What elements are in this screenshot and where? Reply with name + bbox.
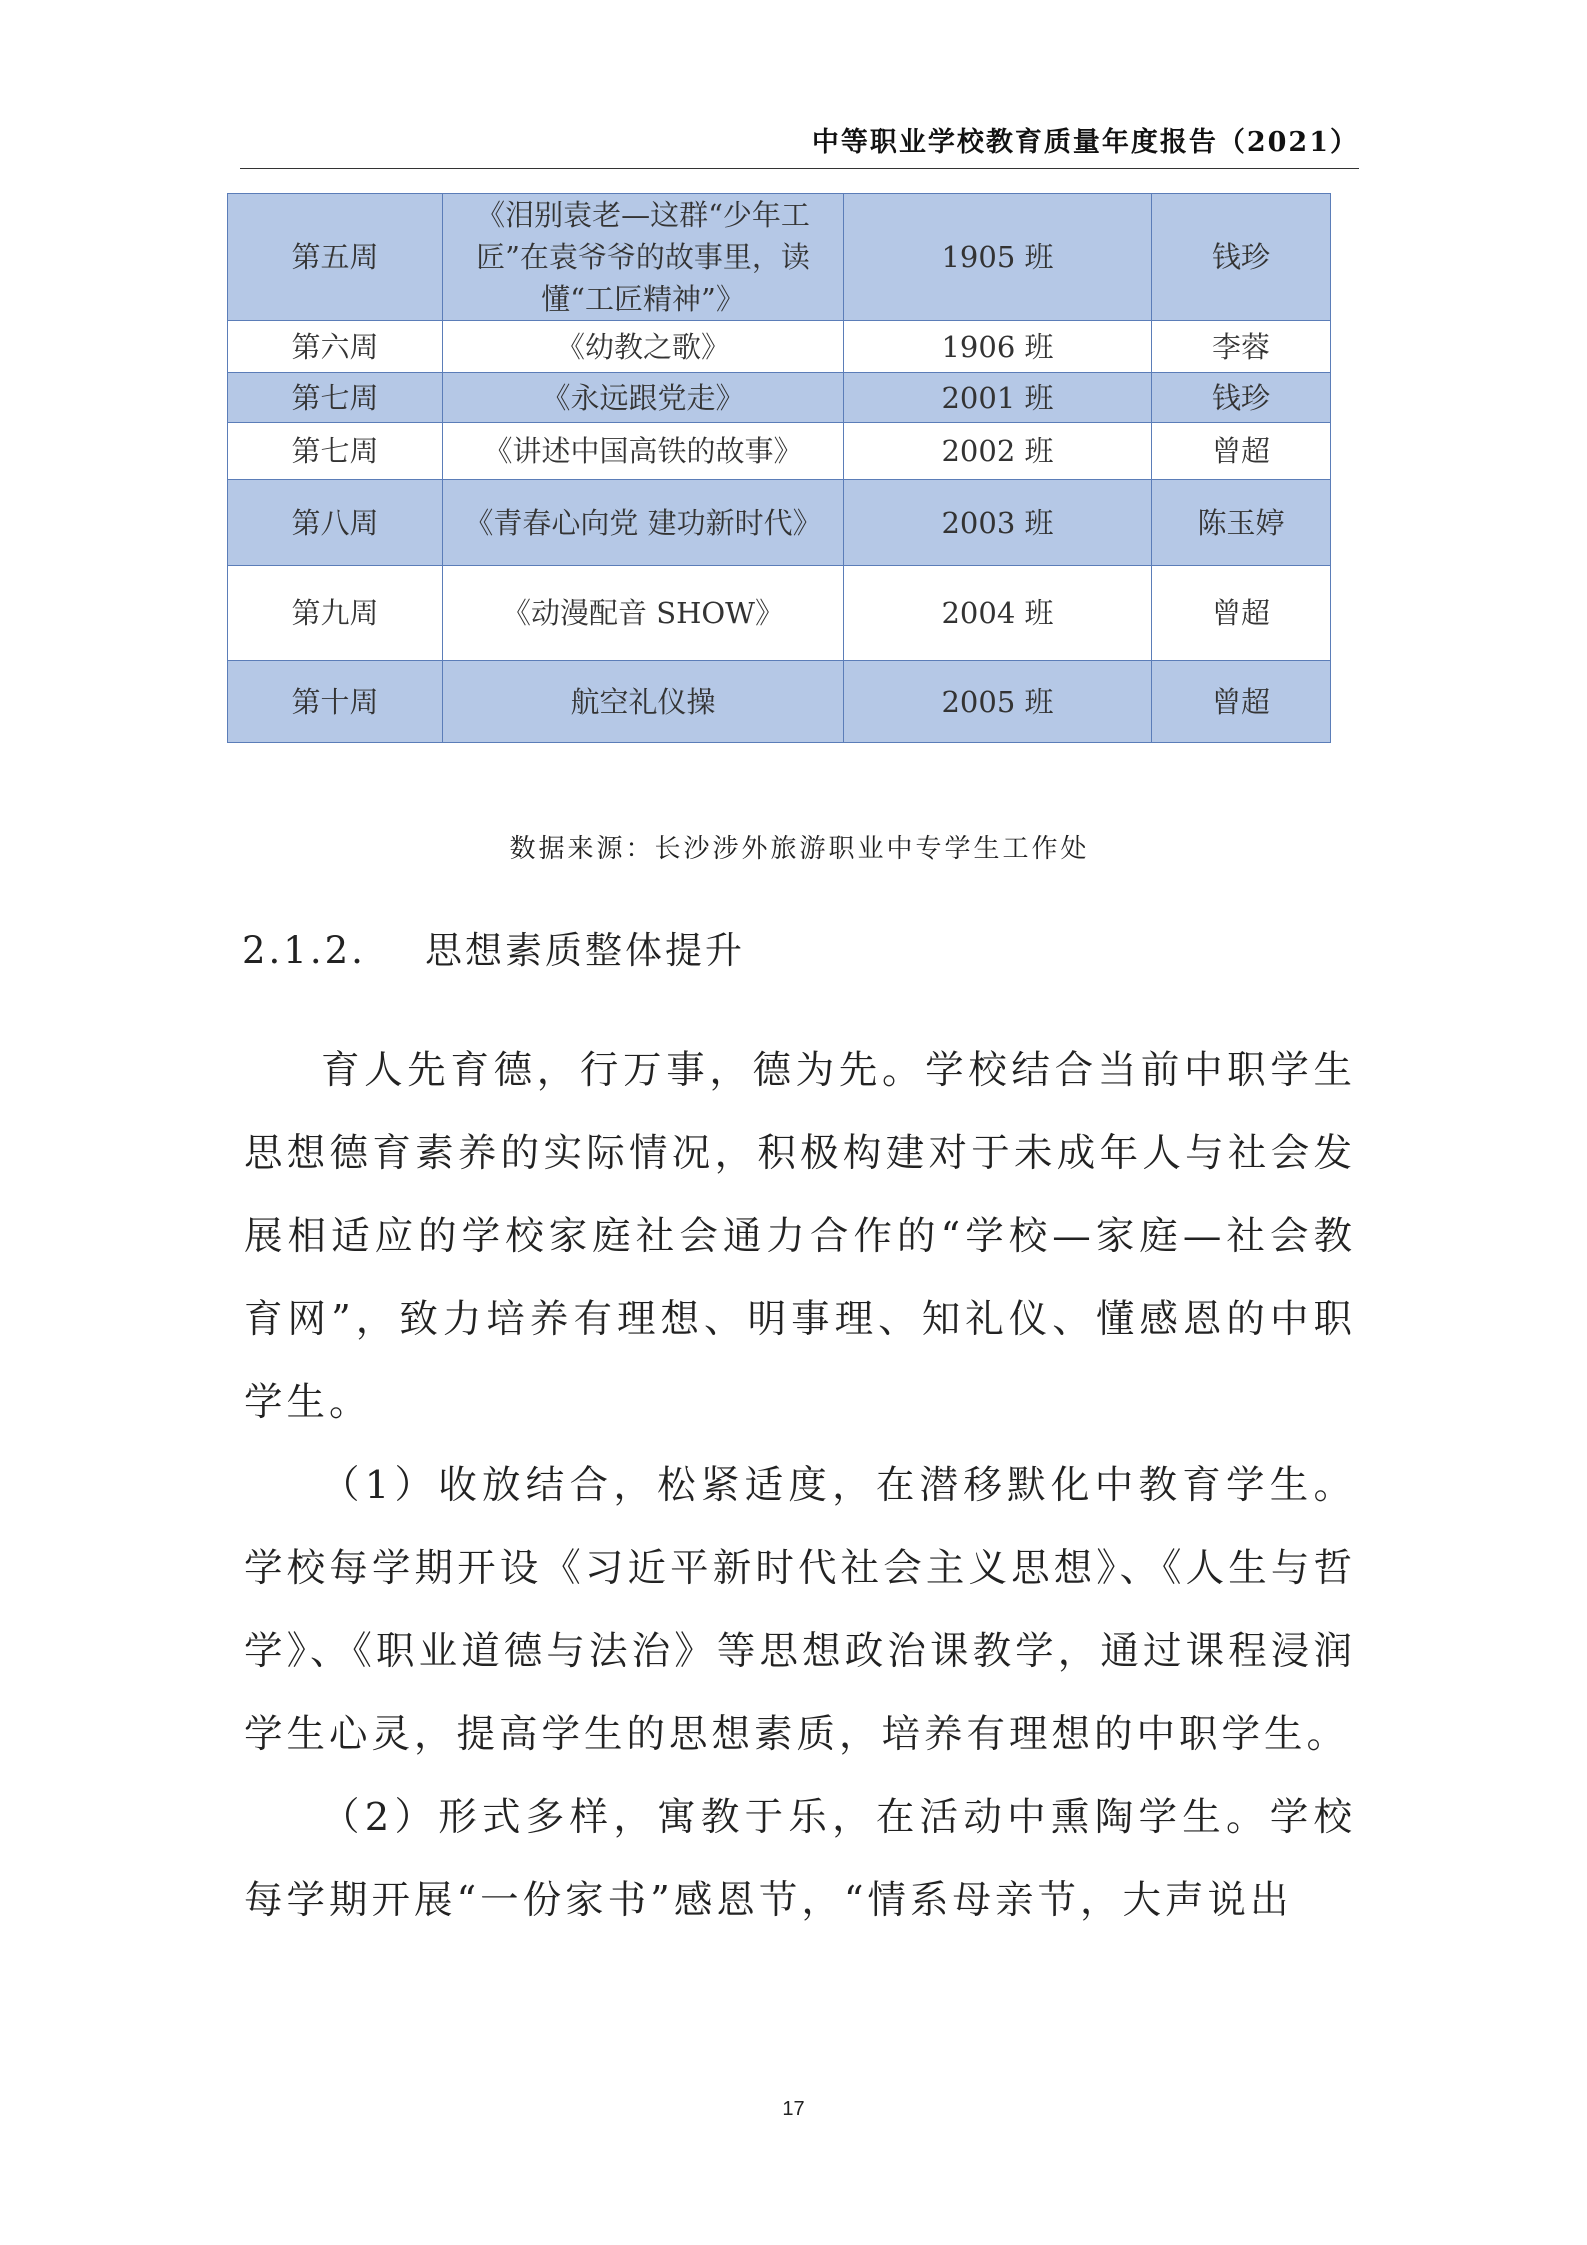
- table-row: [228, 423, 1331, 480]
- topic-cell: 航空礼仪操: [443, 661, 844, 743]
- week-cell: 第五周: [228, 194, 443, 321]
- class-cell: 1906 班: [844, 321, 1152, 373]
- paragraph: （2）形式多样，寓教于乐，在活动中熏陶学生。学校每学期开展“一份家书”感恩节，“情系母亲节，大声说出: [244, 1795, 1356, 1923]
- section-number: 2.1.2.: [242, 929, 366, 972]
- table-row: [228, 566, 1331, 661]
- class-cell: 2002 班: [844, 423, 1152, 480]
- class-cell: 2003 班: [844, 480, 1152, 566]
- topic-cell: 《永远跟党走》: [443, 373, 844, 423]
- class-cell: 2004 班: [844, 566, 1152, 661]
- table-row: [228, 373, 1331, 423]
- topic-cell: 《幼教之歌》: [443, 321, 844, 373]
- week-cell: 第七周: [228, 423, 443, 480]
- teacher-cell: 钱珍: [1152, 373, 1331, 423]
- teacher-cell: 曾超: [1152, 661, 1331, 743]
- teacher-cell: 曾超: [1152, 423, 1331, 480]
- body-text: [244, 1029, 1356, 1942]
- activity-table: [227, 193, 1331, 743]
- week-cell: 第七周: [228, 373, 443, 423]
- section-heading: [242, 920, 745, 974]
- teacher-cell: 李蓉: [1152, 321, 1331, 373]
- section-title: 思想素质整体提升: [424, 929, 745, 972]
- page-number: 17: [782, 2098, 805, 2120]
- teacher-cell: 钱珍: [1152, 194, 1331, 321]
- table-row: [228, 480, 1331, 566]
- week-cell: 第九周: [228, 566, 443, 661]
- topic-cell: 《泪别袁老—这群“少年工匠”在袁爷爷的故事里，读懂“工匠精神”》: [443, 194, 844, 321]
- table-row: [228, 321, 1331, 373]
- running-header: 中等职业学校教育质量年度报告（2021）: [240, 118, 1359, 169]
- topic-cell: 《青春心向党 建功新时代》: [443, 480, 844, 566]
- topic-cell: 《动漫配音 SHOW》: [443, 566, 844, 661]
- week-cell: 第十周: [228, 661, 443, 743]
- table-row: [228, 194, 1331, 321]
- table-row: [228, 661, 1331, 743]
- paragraph: 育人先育德，行万事，德为先。学校结合当前中职学生思想德育素养的实际情况，积极构建对于未成年人与社会发展相适应的学校家庭社会通力合作的“学校—家庭—社会教育网”，致力培养有理想、明事理、知礼仪、懂感恩的中职学生。: [244, 1048, 1356, 1425]
- topic-cell: 《讲述中国高铁的故事》: [443, 423, 844, 480]
- class-cell: 1905 班: [844, 194, 1152, 321]
- class-cell: 2005 班: [844, 661, 1152, 743]
- week-cell: 第八周: [228, 480, 443, 566]
- table-source-note: 数据来源：长沙涉外旅游职业中专学生工作处: [509, 834, 1090, 864]
- class-cell: 2001 班: [844, 373, 1152, 423]
- teacher-cell: 曾超: [1152, 566, 1331, 661]
- teacher-cell: 陈玉婷: [1152, 480, 1331, 566]
- week-cell: 第六周: [228, 321, 443, 373]
- paragraph: （1）收放结合，松紧适度，在潜移默化中教育学生。学校每学期开设《习近平新时代社会主义思想》、《人生与哲学》、《职业道德与法治》等思想政治课教学，通过课程浸润学生心灵，提高学生的思想素质，培养有理想的中职学生。: [244, 1463, 1356, 1757]
